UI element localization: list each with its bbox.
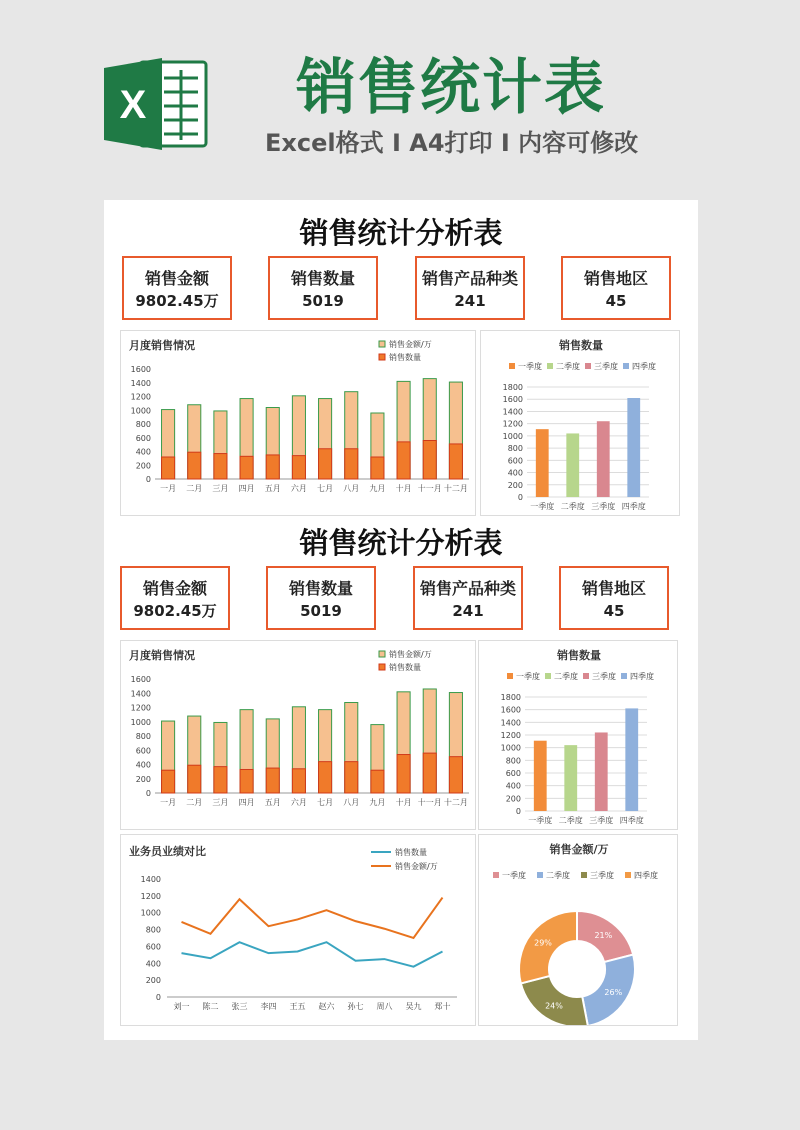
x-tick-label: 七月 [317,798,334,807]
kpi-label: 销售产品种类 [419,579,516,598]
kpi-label: 销售数量 [290,269,355,288]
x-tick-label: 四季度 [621,502,646,511]
y-tick-label: 1200 [130,392,151,402]
y-tick-label: 600 [145,942,161,952]
bar-sales-quantity [188,765,201,793]
x-tick-label: 郑十 [434,1002,451,1011]
legend-swatch [583,673,589,679]
y-tick-label: 600 [135,433,151,443]
y-tick-label: 1400 [500,718,521,728]
legend-swatch [507,673,513,679]
section-title: 销售统计分析表 [299,216,503,250]
bar-sales-quantity [266,768,279,793]
bar-sales-quantity [371,770,384,793]
bar-quarter [566,433,579,497]
bar-sales-quantity [162,770,175,793]
legend-swatch [625,872,631,878]
kpi-product-types [415,256,525,320]
chart-title: 月度销售情况 [129,649,195,662]
x-tick-label: 四季度 [619,816,644,825]
kpi-sales-regions [561,256,671,320]
y-tick-label: 400 [135,760,151,770]
x-tick-label: 二季度 [558,816,583,825]
x-tick-label: 四月 [238,798,255,807]
x-tick-label: 一月 [160,484,177,493]
kpi-value: 9802.45万 [133,602,217,620]
salesperson-chart-panel [120,834,476,1026]
x-tick-label: 一季度 [530,502,555,511]
y-tick-label: 200 [135,461,151,471]
kpi-sales-regions [559,566,669,630]
y-tick-label: 1800 [502,383,523,392]
chart-title: 月度销售情况 [129,339,195,352]
bar-sales-quantity [240,769,253,793]
y-tick-label: 800 [145,925,161,935]
bar-sales-quantity [266,455,279,479]
salesperson-line-chart [121,835,476,1026]
x-tick-label: 孙七 [347,1002,364,1011]
y-tick-label: 1600 [130,675,151,684]
y-tick-label: 600 [505,769,521,778]
bar-sales-quantity [397,755,410,793]
x-tick-label: 二月 [186,484,203,493]
legend-label: 二季度 [546,871,570,880]
x-tick-label: 二季度 [560,502,585,511]
quarterly-quantity-chart [479,641,678,830]
y-tick-label: 1400 [130,378,151,388]
y-tick-label: 1000 [140,908,161,918]
legend-label: 一季度 [502,871,526,880]
excel-logo-icon [104,58,208,150]
y-tick-label: 200 [135,774,151,784]
y-tick-label: 400 [135,447,151,457]
kpi-value: 45 [605,292,627,310]
bar-sales-quantity [292,769,305,793]
sheet-page [104,200,698,1040]
bar-sales-quantity [214,767,227,793]
x-tick-label: 九月 [369,798,386,807]
kpi-value: 241 [454,292,486,310]
x-tick-label: 八月 [343,798,360,807]
x-tick-label: 四月 [238,484,255,493]
slice-percent-label: 29% [534,938,552,948]
bar-quarter [536,429,549,497]
x-tick-label: 一季度 [528,816,553,825]
bar-sales-quantity [449,757,462,793]
kpi-product-types [413,566,523,630]
y-tick-label: 1000 [502,431,523,441]
kpi-sales-amount [120,566,230,630]
x-tick-label: 三月 [212,798,229,807]
kpi-label: 销售金额 [142,579,207,598]
x-tick-label: 十二月 [443,484,468,493]
legend-label: 销售金额/万 [389,650,432,659]
quarterly-quantity-chart-panel [478,640,678,830]
y-tick-label: 1200 [502,419,523,429]
x-tick-label: 二月 [186,798,203,807]
y-tick-label: 200 [505,794,521,804]
bar-sales-quantity [162,457,175,479]
y-tick-label: 1600 [130,365,151,374]
x-tick-label: 五月 [264,798,281,807]
y-tick-label: 400 [507,468,523,478]
x-tick-label: 十一月 [417,798,442,807]
y-tick-label: 1800 [500,693,521,702]
monthly-sales-chart-panel [120,640,476,830]
legend-swatch-quantity [379,354,385,360]
legend-label: 销售数量 [389,353,421,362]
kpi-sales-quantity [268,256,378,320]
bar-quarter [564,745,577,811]
legend-label: 四季度 [632,362,656,371]
bar-sales-quantity [319,762,332,793]
legend-label: 一季度 [518,362,542,371]
legend-swatch [509,363,515,369]
x-tick-label: 七月 [317,484,334,493]
y-tick-label: 1600 [502,395,523,405]
kpi-label: 销售金额 [144,269,209,288]
y-tick-label: 200 [507,480,523,490]
monthly-sales-chart-panel [120,330,476,516]
kpi-sales-quantity [266,566,376,630]
bar-quarter [597,421,610,497]
bar-quarter [534,741,547,811]
x-tick-label: 王五 [289,1002,306,1011]
y-tick-label: 0 [155,993,161,1002]
x-tick-label: 十一月 [417,484,442,493]
y-tick-label: 800 [135,420,151,429]
monthly-sales-chart [121,331,476,516]
x-tick-label: 三月 [212,484,229,493]
chart-title: 销售数量 [559,339,603,352]
x-tick-label: 吴九 [405,1002,422,1011]
page-title: 销售统计表 [296,53,606,123]
y-tick-label: 1400 [140,875,161,884]
legend-label: 二季度 [554,672,578,681]
bar-sales-quantity [345,449,358,479]
y-tick-label: 0 [145,475,151,484]
y-tick-label: 1200 [140,891,161,901]
kpi-label: 销售地区 [583,269,648,288]
bar-sales-quantity [423,753,436,793]
y-tick-label: 1000 [500,743,521,753]
slice-percent-label: 26% [604,988,623,998]
y-tick-label: 1400 [130,689,151,699]
legend-swatch-amount [379,651,385,657]
kpi-label: 销售产品种类 [421,269,518,288]
slice-percent-label: 21% [594,931,613,941]
bar-quarter [627,398,640,497]
y-tick-label: 600 [135,746,151,756]
legend-swatch [581,872,587,878]
x-tick-label: 十月 [395,798,412,807]
y-tick-label: 0 [515,807,521,816]
x-tick-label: 十月 [395,484,412,493]
legend-label: 销售数量 [395,848,427,857]
y-tick-label: 800 [135,732,151,741]
y-tick-label: 600 [507,456,523,466]
legend-label: 一季度 [516,672,540,681]
x-tick-label: 六月 [290,798,307,807]
legend-swatch [623,363,629,369]
bar-sales-quantity [345,762,358,793]
y-tick-label: 0 [145,789,151,798]
legend-label: 销售金额/万 [389,340,432,349]
bar-quarter [595,732,608,811]
x-tick-label: 十二月 [443,798,468,807]
y-tick-label: 1400 [502,407,523,417]
bar-sales-quantity [319,449,332,479]
bar-sales-quantity [397,442,410,479]
legend-swatch [537,872,543,878]
x-tick-label: 三季度 [591,502,616,511]
x-tick-label: 五月 [264,484,281,493]
y-tick-label: 400 [145,959,161,969]
kpi-value: 5019 [302,292,344,310]
legend-label: 二季度 [556,362,580,371]
y-tick-label: 1000 [130,717,151,727]
kpi-label: 销售数量 [288,579,353,598]
y-tick-label: 1200 [130,703,151,713]
bar-sales-quantity [240,456,253,479]
bar-sales-quantity [371,457,384,479]
x-tick-label: 刘一 [173,1002,190,1011]
kpi-label: 销售地区 [581,579,646,598]
y-tick-label: 1600 [500,705,521,715]
line-sales-quantity [182,942,443,966]
x-tick-label: 赵六 [318,1002,335,1011]
quarterly-quantity-chart-panel [480,330,680,516]
bar-sales-quantity [292,456,305,479]
x-tick-label: 八月 [343,484,360,493]
legend-label: 四季度 [630,672,654,681]
quarterly-quantity-chart [481,331,680,516]
x-tick-label: 李四 [260,1002,277,1011]
legend-label: 四季度 [634,871,658,880]
y-tick-label: 400 [505,781,521,791]
legend-swatch [621,673,627,679]
bar-sales-quantity [214,454,227,479]
kpi-value: 45 [603,602,625,620]
kpi-sales-amount [122,256,232,320]
legend-swatch-amount [379,341,385,347]
x-tick-label: 三季度 [589,816,614,825]
x-tick-label: 陈二 [202,1002,219,1011]
x-tick-label: 九月 [369,484,386,493]
legend-swatch-quantity [379,664,385,670]
y-tick-label: 1000 [130,406,151,416]
chart-title: 销售数量 [557,649,601,662]
logo-letter: X [119,83,147,127]
sales-amount-donut-chart [479,835,678,1026]
legend-label: 三季度 [592,672,616,681]
x-tick-label: 六月 [290,484,307,493]
legend-swatch [547,363,553,369]
slice-percent-label: 24% [545,1001,563,1011]
header [0,0,800,190]
y-tick-label: 0 [517,493,523,502]
y-tick-label: 800 [507,444,523,454]
y-tick-label: 1200 [500,731,521,740]
x-tick-label: 张三 [231,1002,248,1011]
legend-label: 销售数量 [389,663,421,672]
section-title: 销售统计分析表 [299,526,503,560]
legend-label: 三季度 [594,362,618,371]
page-subtitle: Excel格式 I A4打印 I 内容可修改 [265,129,639,157]
bar-quarter [625,708,638,811]
kpi-value: 9802.45万 [135,292,219,310]
kpi-value: 241 [452,602,484,620]
legend-swatch [493,872,499,878]
bar-sales-quantity [449,444,462,479]
line-sales-amount [182,898,443,938]
legend-swatch [585,363,591,369]
monthly-sales-chart [121,641,476,830]
chart-title: 业务员业绩对比 [129,845,206,858]
chart-title: 销售金额/万 [549,843,609,856]
x-tick-label: 一月 [160,798,177,807]
y-tick-label: 800 [505,756,521,766]
legend-label: 销售金额/万 [395,862,438,871]
bar-sales-quantity [423,441,436,480]
sales-amount-donut-panel [478,834,678,1026]
legend-swatch [545,673,551,679]
x-tick-label: 周八 [376,1002,393,1011]
legend-label: 三季度 [590,871,614,880]
bar-sales-quantity [188,452,201,479]
kpi-value: 5019 [300,602,342,620]
y-tick-label: 200 [145,976,161,986]
